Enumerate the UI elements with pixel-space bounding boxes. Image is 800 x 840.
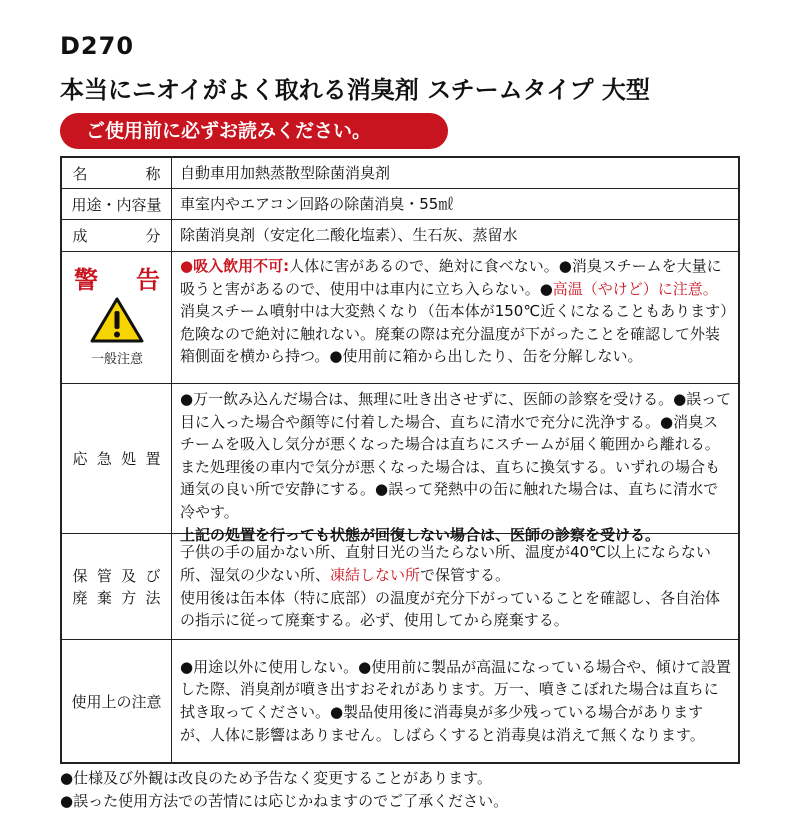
row-ingredients xyxy=(62,220,738,252)
value-warning: ●吸入飲用不可:人体に害があるので、絶対に食べない。●消臭スチームを大量に吸うと害があるので、使用中は車内に立ち入らない。●高温（やけど）に注意。消臭スチーム噴射中は大変熱くなり（缶本体が150℃近くになることもあります）危険なので絶対に触れない。廃棄の際は充分温度が下がったことを確認して外装箱側面を横から持つ。●使用前に箱から出したり、缶を分解しない。 xyxy=(180,257,728,366)
row-first-aid xyxy=(62,384,738,544)
label-first-aid: 応 急 処 置 xyxy=(62,384,172,533)
warning-heading: 警 告 xyxy=(74,266,160,294)
row-warning xyxy=(62,252,738,384)
value-usage-notes: ●用途以外に使用しない。●使用前に製品が高温になっている場合や、傾けて設置した際、消臭剤が噴き出すおそれがあります。万一、噴きこぼれた場合は直ちに拭き取ってください。●製品使用後に消毒臭が多少残っている場合がありますが、人体に影響はありません。しばらくすると消毒臭は消えて無くなります。 xyxy=(180,657,731,744)
value-first-aid: ●万一飲み込んだ場合は、無理に吐き出させずに、医師の診察を受ける。●誤って目に入った場合や顔等に付着した場合、直ちに清水で充分に洗浄する。●消臭スチームを吸入し気分が悪くなった場合は直ちにスチームが届く範囲から離れる。また処理後の車内で気分が悪くなった場合は、直ちに換気する。いずれの場合も通気の良い所で安静にする。●誤って発熱中の缶に触れた場合は、直ちに清水で冷やす。 上記の処置を行っても状態が回復しない場合は、医師の診察を受ける。 xyxy=(180,390,732,544)
warning-icon-caption: 一般注意 xyxy=(90,352,143,367)
label-usage-notes: 使用上の注意 xyxy=(62,640,172,762)
label-ingredients: 成 分 xyxy=(62,220,172,251)
read-before-use-banner: ご使用前に必ずお読みください。 xyxy=(60,113,448,149)
label-name: 名 称 xyxy=(62,158,172,188)
footnote-complaints: ●誤った使用方法での苦情には応じかねますのでご了承ください。 xyxy=(60,792,509,810)
product-title: 本当にニオイがよく取れる消臭剤 スチームタイプ 大型 xyxy=(60,76,650,104)
value-use: 車室内やエアコン回路の除菌消臭・55㎖ xyxy=(180,194,454,213)
row-storage xyxy=(62,534,738,640)
product-code: D270 xyxy=(60,32,135,60)
row-usage-notes xyxy=(62,640,738,762)
row-use xyxy=(62,189,738,220)
label-use: 用途・内容量 xyxy=(62,189,172,219)
value-name: 自動車用加熱蒸散型除菌消臭剤 xyxy=(180,163,391,182)
value-ingredients: 除菌消臭剤（安定化二酸化塩素）、生石灰、蒸留水 xyxy=(180,226,518,245)
label-storage: 保 管 及 び 廃 棄 方 法 xyxy=(62,534,172,639)
row-name xyxy=(62,158,738,189)
footnote-specs: ●仕様及び外観は改良のため予告なく変更することがあります。 xyxy=(60,769,492,787)
label-warning xyxy=(62,252,172,383)
warning-triangle-icon xyxy=(90,296,144,344)
info-table xyxy=(60,156,740,764)
value-storage: 子供の手の届かない所、直射日光の当たらない所、温度が40℃以上にならない所、湿気の少ない所、凍結しない所で保管する。 使用後は缶本体（特に底部）の温度が充分下がっていることを確認し、各自治体の指示に従って廃棄する。必ず、使用してから廃棄する。 xyxy=(180,543,721,630)
